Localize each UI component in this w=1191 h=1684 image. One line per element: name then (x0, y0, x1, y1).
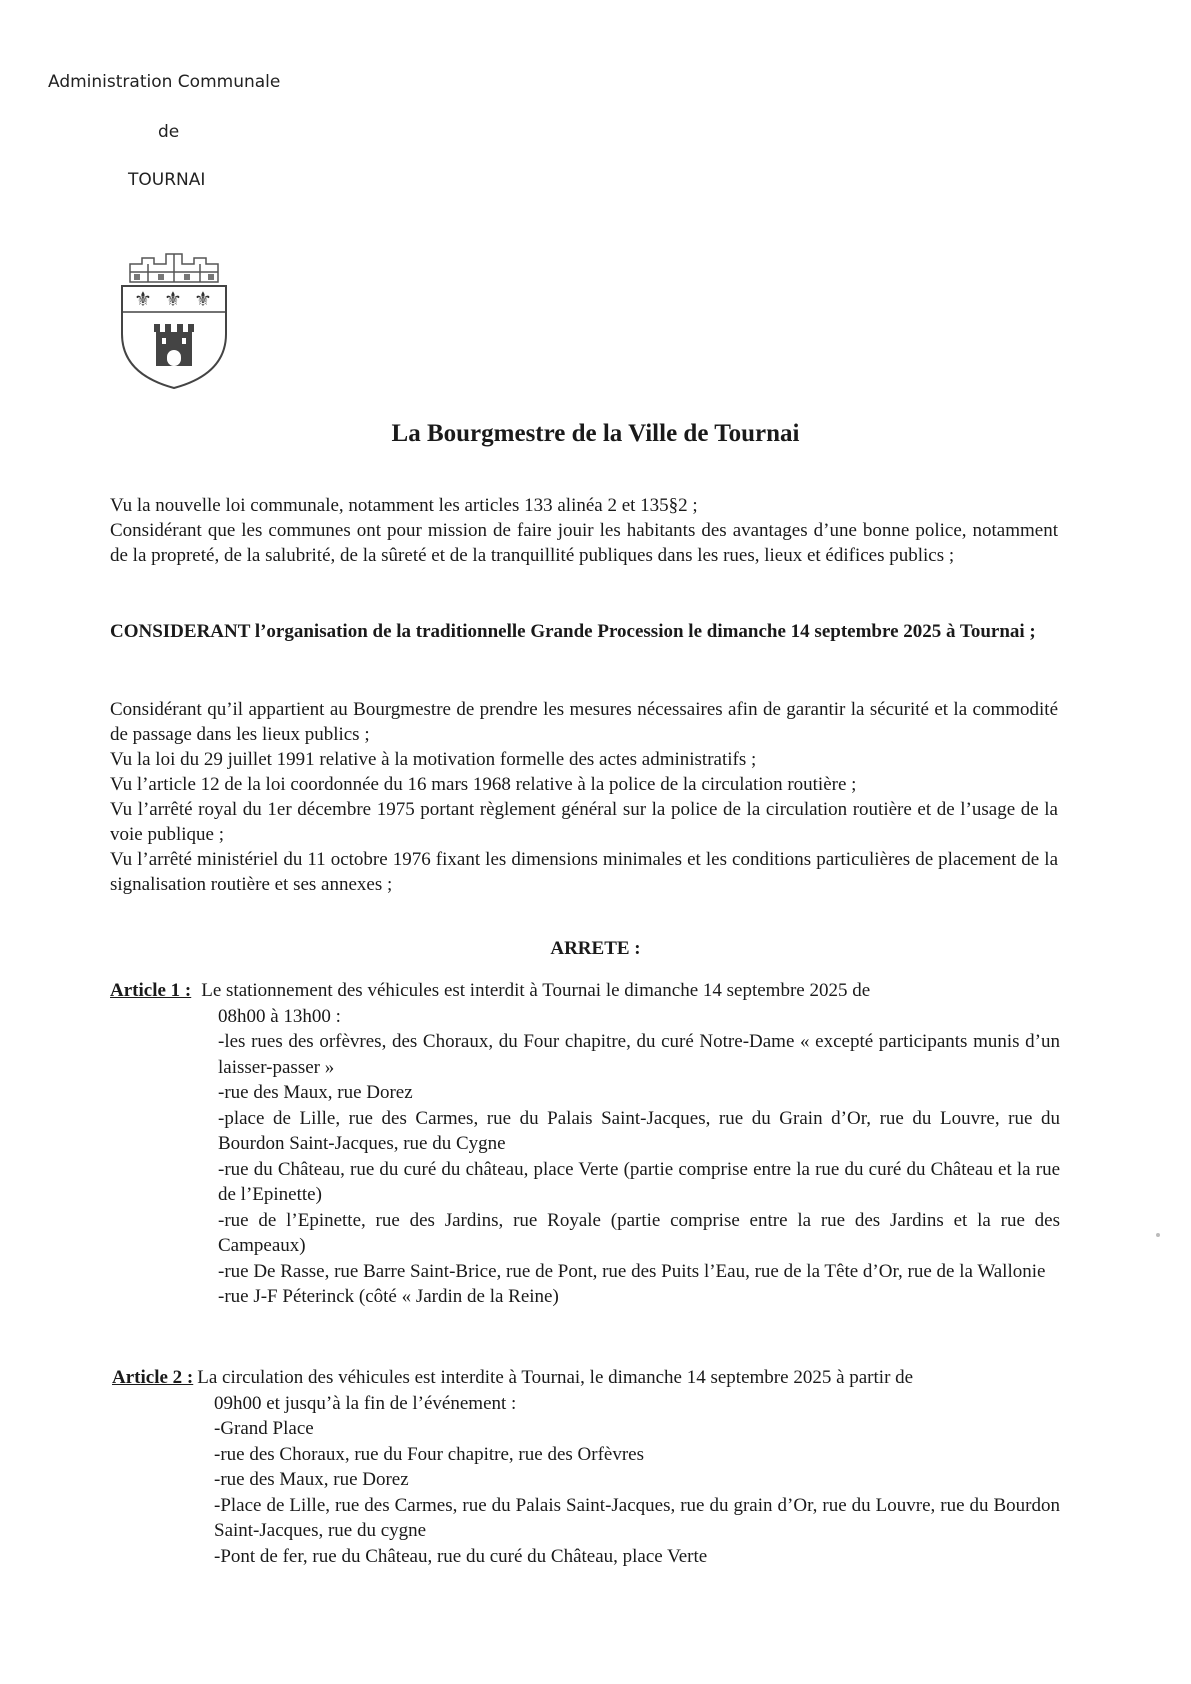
arrete-heading: ARRETE : (550, 938, 641, 959)
article-street-list (110, 1029, 1060, 1310)
consideration-line: Vu l’article 12 de la loi coordonnée du 16 mars 1968 relative à la police de la circulation routière ; (110, 774, 857, 795)
list-item: -rue du Château, rue du curé du château, place Verte (partie comprise entre la rue du curé du Château et la rue de l’Epinette) (218, 1158, 1060, 1205)
tournai-coat-of-arms-icon (112, 250, 236, 390)
svg-text:⚜: ⚜ (194, 287, 212, 311)
article-1 (110, 978, 1060, 1310)
consideration-line: Considérant qu’il appartient au Bourgmestre de prendre les mesures nécessaires afin de garantir la sécurité et la commodité de passage dans les lieux publics ; (110, 699, 1058, 745)
article-label: Article 1 : (110, 980, 192, 1001)
article-street-list (110, 1416, 1060, 1569)
header-administration: Administration Communale (48, 72, 281, 92)
list-item: -rue des Maux, rue Dorez (214, 1469, 409, 1490)
article-intro: La circulation des véhicules est interdite à Tournai, le dimanche 14 septembre 2025 à partir de (197, 1367, 914, 1388)
considerant-bold-block (110, 619, 1058, 644)
svg-text:⚜: ⚜ (134, 287, 152, 311)
article-2 (110, 1365, 1060, 1569)
consideration-line: Vu la nouvelle loi communale, notamment les articles 133 alinéa 2 et 135§2 ; (110, 495, 698, 516)
list-item: -Pont de fer, rue du Château, rue du curé du Château, place Verte (214, 1545, 708, 1567)
consideration-line: Vu l’arrêté royal du 1er décembre 1975 portant règlement général sur la police de la circulation routière et de l’usage de la voie publique ; (110, 799, 1058, 845)
article-intro: Le stationnement des véhicules est interdit à Tournai le dimanche 14 septembre 2025 de (201, 980, 871, 1001)
article-intro-continued: 09h00 et jusqu’à la fin de l’événement : (214, 1392, 517, 1414)
list-item: -rue J-F Péterinck (côté « Jardin de la Reine) (218, 1286, 559, 1307)
list-item: -rue De Rasse, rue Barre Saint-Brice, rue de Pont, rue des Puits l’Eau, rue de la Tête d’Or, rue de la Wallonie (218, 1260, 1046, 1282)
considerations-block-2 (110, 697, 1058, 897)
considerant-procession: CONSIDERANT l’organisation de la traditionnelle Grande Procession le dimanche 14 septembre 2025 à Tournai ; (110, 621, 1036, 642)
svg-text:⚜: ⚜ (164, 287, 182, 311)
list-item: -rue de l’Epinette, rue des Jardins, rue Royale (partie comprise entre la rue des Jardins et la rue des Campeaux) (218, 1209, 1060, 1256)
list-item: -rue des Choraux, rue du Four chapitre, rue des Orfèvres (214, 1443, 644, 1465)
scan-speck (1156, 1233, 1160, 1237)
article-label: Article 2 : (112, 1367, 194, 1388)
consideration-line: Vu l’arrêté ministériel du 11 octobre 1976 fixant les dimensions minimales et les conditions particulières de placement de la signalisation routière et ses annexes ; (110, 849, 1058, 895)
considerations-block (110, 493, 1058, 568)
document-title: La Bourgmestre de la Ville de Tournai (391, 420, 800, 447)
header-tournai: TOURNAI (128, 170, 206, 190)
consideration-line: Vu la loi du 29 juillet 1991 relative à la motivation formelle des actes administratifs ; (110, 749, 757, 770)
consideration-line: Considérant que les communes ont pour mission de faire jouir les habitants des avantages d’une bonne police, notamment de la propreté, de la salubrité, de la sûreté et de la tranquillité publiques dans les rues, lieux et édifices publics ; (110, 520, 1058, 566)
list-item: -Place de Lille, rue des Carmes, rue du Palais Saint-Jacques, rue du grain d’Or, rue du Louvre, rue du Bourdon Saint-Jacques, rue du cygne (214, 1494, 1060, 1541)
list-item: -place de Lille, rue des Carmes, rue du Palais Saint-Jacques, rue du Grain d’Or, rue du Louvre, rue du Bourdon Saint-Jacques, rue du Cygne (218, 1107, 1060, 1154)
article-intro-continued: 08h00 à 13h00 : (218, 1005, 341, 1027)
list-item: -rue des Maux, rue Dorez (218, 1082, 413, 1103)
header-de: de (158, 122, 180, 142)
list-item: -Grand Place (214, 1418, 314, 1439)
list-item: -les rues des orfèvres, des Choraux, du Four chapitre, du curé Notre-Dame « excepté participants munis d’un laisser-passer » (218, 1031, 1060, 1078)
